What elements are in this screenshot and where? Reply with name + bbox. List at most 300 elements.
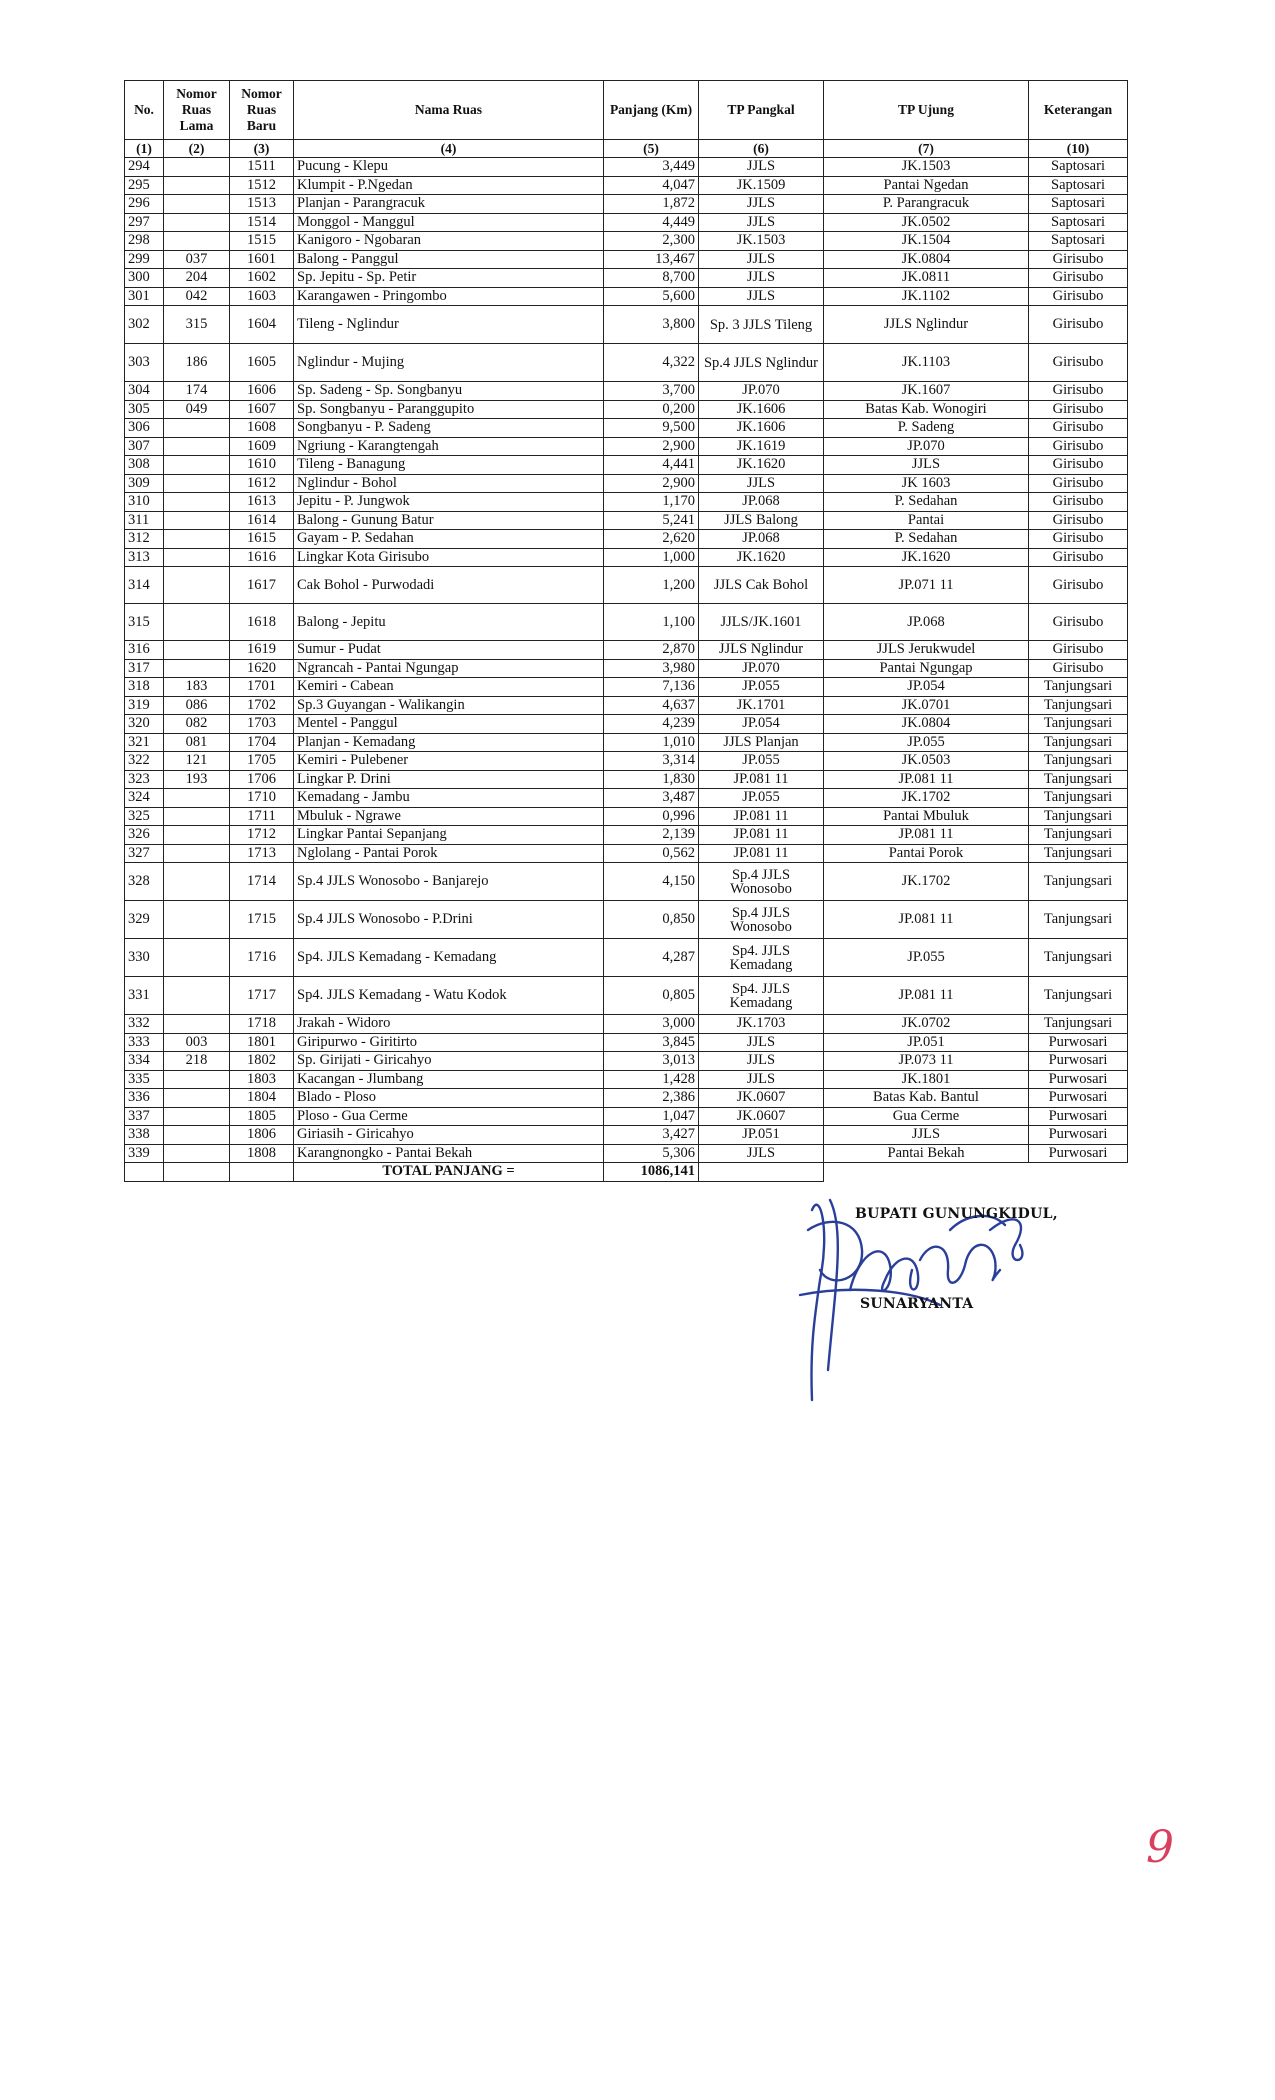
row-no: 307: [125, 437, 164, 456]
row-no: 308: [125, 456, 164, 475]
row-no: 298: [125, 232, 164, 251]
row-ruas-baru: 1613: [230, 493, 294, 512]
row-ruas-baru: 1616: [230, 548, 294, 567]
row-panjang: 1,200: [604, 567, 699, 604]
row-tp-pangkal: JK.1701: [699, 696, 824, 715]
row-ruas-lama: 049: [164, 400, 230, 419]
signatory-title: BUPATI GUNUNGKIDUL,: [855, 1206, 1058, 1222]
table-row: [125, 696, 1128, 715]
row-keterangan: Purwosari: [1029, 1052, 1128, 1071]
row-tp-ujung: JK.0702: [824, 1015, 1029, 1034]
row-no: 309: [125, 474, 164, 493]
row-no: 302: [125, 306, 164, 344]
table-row: [125, 863, 1128, 901]
header-nomor-ruas-lama: Nomor Ruas Lama: [164, 81, 230, 140]
table-row: [125, 269, 1128, 288]
row-keterangan: Girisubo: [1029, 419, 1128, 438]
row-ruas-lama: [164, 826, 230, 845]
row-no: 294: [125, 158, 164, 177]
row-tp-ujung: P. Parangracuk: [824, 195, 1029, 214]
row-ruas-lama: [164, 1144, 230, 1163]
handwritten-page-number: 9: [1146, 1822, 1174, 1873]
row-keterangan: Tanjungsari: [1029, 715, 1128, 734]
row-tp-ujung: JK.1702: [824, 863, 1029, 901]
row-panjang: 3,314: [604, 752, 699, 771]
row-tp-ujung: JK.0701: [824, 696, 1029, 715]
row-no: 325: [125, 807, 164, 826]
row-tp-ujung: JK.0502: [824, 213, 1029, 232]
row-tp-pangkal: Sp4. JJLS Kemadang: [699, 939, 824, 977]
row-ruas-baru: 1704: [230, 733, 294, 752]
header-tp-ujung: TP Ujung: [824, 81, 1029, 140]
row-tp-pangkal: JP.068: [699, 493, 824, 512]
header-panjang: Panjang (Km): [604, 81, 699, 140]
row-tp-ujung: JK.1801: [824, 1070, 1029, 1089]
row-nama-ruas: Sumur - Pudat: [294, 641, 604, 660]
row-ruas-baru: 1808: [230, 1144, 294, 1163]
row-ruas-lama: [164, 789, 230, 808]
table-row: [125, 232, 1128, 251]
row-panjang: 1,010: [604, 733, 699, 752]
row-ruas-baru: 1702: [230, 696, 294, 715]
row-panjang: 2,870: [604, 641, 699, 660]
row-no: 321: [125, 733, 164, 752]
row-tp-pangkal: JP.081 11: [699, 844, 824, 863]
table-row: [125, 604, 1128, 641]
row-panjang: 1,100: [604, 604, 699, 641]
row-keterangan: Girisubo: [1029, 437, 1128, 456]
row-tp-ujung: JP.081 11: [824, 826, 1029, 845]
row-keterangan: Girisubo: [1029, 604, 1128, 641]
row-panjang: 3,487: [604, 789, 699, 808]
row-nama-ruas: Balong - Gunung Batur: [294, 511, 604, 530]
colnum-7: (7): [824, 140, 1029, 158]
row-tp-pangkal: JJLS: [699, 250, 824, 269]
row-keterangan: Saptosari: [1029, 213, 1128, 232]
row-tp-ujung: Pantai Porok: [824, 844, 1029, 863]
row-ruas-baru: 1718: [230, 1015, 294, 1034]
row-nama-ruas: Tileng - Nglindur: [294, 306, 604, 344]
row-ruas-lama: [164, 1089, 230, 1108]
row-ruas-baru: 1802: [230, 1052, 294, 1071]
total-value: 1086,141: [604, 1163, 699, 1182]
row-panjang: 1,428: [604, 1070, 699, 1089]
row-panjang: 3,013: [604, 1052, 699, 1071]
row-tp-ujung: JK.0804: [824, 250, 1029, 269]
row-tp-ujung: JJLS: [824, 1126, 1029, 1145]
row-ruas-lama: [164, 213, 230, 232]
row-ruas-lama: [164, 1126, 230, 1145]
row-nama-ruas: Sp. Songbanyu - Paranggupito: [294, 400, 604, 419]
row-ruas-lama: 174: [164, 382, 230, 401]
colnum-1: (1): [125, 140, 164, 158]
row-keterangan: Tanjungsari: [1029, 863, 1128, 901]
table-row: [125, 493, 1128, 512]
row-panjang: 1,830: [604, 770, 699, 789]
row-nama-ruas: Sp. Jepitu - Sp. Petir: [294, 269, 604, 288]
row-tp-ujung: JK.1702: [824, 789, 1029, 808]
row-panjang: 3,449: [604, 158, 699, 177]
row-tp-pangkal: JJLS: [699, 1033, 824, 1052]
row-panjang: 13,467: [604, 250, 699, 269]
row-panjang: 3,800: [604, 306, 699, 344]
row-no: 326: [125, 826, 164, 845]
table-row: [125, 826, 1128, 845]
row-nama-ruas: Blado - Ploso: [294, 1089, 604, 1108]
table-row: [125, 977, 1128, 1015]
row-keterangan: Girisubo: [1029, 344, 1128, 382]
row-nama-ruas: Pucung - Klepu: [294, 158, 604, 177]
row-nama-ruas: Ngrancah - Pantai Ngungap: [294, 659, 604, 678]
row-nama-ruas: Mbuluk - Ngrawe: [294, 807, 604, 826]
row-panjang: 0,850: [604, 901, 699, 939]
row-tp-ujung: JP.071 11: [824, 567, 1029, 604]
row-panjang: 5,306: [604, 1144, 699, 1163]
row-ruas-lama: 086: [164, 696, 230, 715]
row-no: 313: [125, 548, 164, 567]
row-ruas-baru: 1805: [230, 1107, 294, 1126]
row-tp-pangkal: JP.051: [699, 1126, 824, 1145]
row-ruas-baru: 1515: [230, 232, 294, 251]
row-no: 311: [125, 511, 164, 530]
row-nama-ruas: Jrakah - Widoro: [294, 1015, 604, 1034]
row-ruas-lama: [164, 807, 230, 826]
colnum-2: (2): [164, 140, 230, 158]
row-tp-ujung: JP.070: [824, 437, 1029, 456]
row-nama-ruas: Giripurwo - Giritirto: [294, 1033, 604, 1052]
row-keterangan: Saptosari: [1029, 232, 1128, 251]
row-no: 339: [125, 1144, 164, 1163]
row-tp-pangkal: JP.081 11: [699, 770, 824, 789]
row-no: 296: [125, 195, 164, 214]
row-no: 299: [125, 250, 164, 269]
row-ruas-lama: [164, 419, 230, 438]
row-ruas-baru: 1608: [230, 419, 294, 438]
table-row: [125, 250, 1128, 269]
table-row: [125, 567, 1128, 604]
row-ruas-lama: 003: [164, 1033, 230, 1052]
row-no: 319: [125, 696, 164, 715]
row-ruas-baru: 1602: [230, 269, 294, 288]
total-label: TOTAL PANJANG =: [294, 1163, 604, 1182]
row-no: 336: [125, 1089, 164, 1108]
row-keterangan: Girisubo: [1029, 530, 1128, 549]
row-keterangan: Saptosari: [1029, 195, 1128, 214]
row-panjang: 7,136: [604, 678, 699, 697]
row-no: 332: [125, 1015, 164, 1034]
row-no: 327: [125, 844, 164, 863]
row-ruas-lama: [164, 1107, 230, 1126]
row-tp-ujung: JK.1102: [824, 287, 1029, 306]
row-ruas-lama: [164, 1015, 230, 1034]
table-row: [125, 939, 1128, 977]
row-tp-pangkal: JP.068: [699, 530, 824, 549]
row-no: 317: [125, 659, 164, 678]
row-panjang: 4,239: [604, 715, 699, 734]
row-tp-pangkal: JJLS: [699, 213, 824, 232]
row-ruas-lama: 204: [164, 269, 230, 288]
row-ruas-lama: 042: [164, 287, 230, 306]
row-ruas-lama: [164, 567, 230, 604]
row-panjang: 3,427: [604, 1126, 699, 1145]
row-panjang: 2,386: [604, 1089, 699, 1108]
row-keterangan: Girisubo: [1029, 493, 1128, 512]
row-keterangan: Tanjungsari: [1029, 977, 1128, 1015]
row-tp-ujung: Batas Kab. Bantul: [824, 1089, 1029, 1108]
row-panjang: 4,287: [604, 939, 699, 977]
row-tp-pangkal: Sp4. JJLS Kemadang: [699, 977, 824, 1015]
row-ruas-lama: [164, 530, 230, 549]
table-row: [125, 474, 1128, 493]
row-keterangan: Tanjungsari: [1029, 901, 1128, 939]
row-panjang: 4,322: [604, 344, 699, 382]
row-tp-ujung: Batas Kab. Wonogiri: [824, 400, 1029, 419]
row-keterangan: Girisubo: [1029, 400, 1128, 419]
row-tp-pangkal: JJLS Balong: [699, 511, 824, 530]
table-row: [125, 548, 1128, 567]
row-ruas-lama: [164, 474, 230, 493]
row-panjang: 4,449: [604, 213, 699, 232]
table-row: [125, 789, 1128, 808]
row-nama-ruas: Sp4. JJLS Kemadang - Kemadang: [294, 939, 604, 977]
row-tp-ujung: JK.1503: [824, 158, 1029, 177]
row-keterangan: Tanjungsari: [1029, 696, 1128, 715]
row-panjang: 1,170: [604, 493, 699, 512]
row-ruas-lama: [164, 511, 230, 530]
row-ruas-baru: 1801: [230, 1033, 294, 1052]
row-ruas-baru: 1710: [230, 789, 294, 808]
row-tp-pangkal: Sp. 3 JJLS Tileng: [699, 306, 824, 344]
row-ruas-baru: 1714: [230, 863, 294, 901]
row-panjang: 1,000: [604, 548, 699, 567]
row-no: 328: [125, 863, 164, 901]
row-tp-pangkal: JJLS: [699, 1144, 824, 1163]
row-ruas-lama: [164, 939, 230, 977]
row-ruas-baru: 1512: [230, 176, 294, 195]
row-tp-ujung: Gua Cerme: [824, 1107, 1029, 1126]
row-keterangan: Purwosari: [1029, 1126, 1128, 1145]
row-nama-ruas: Karangawen - Pringombo: [294, 287, 604, 306]
row-ruas-baru: 1615: [230, 530, 294, 549]
row-no: 297: [125, 213, 164, 232]
row-ruas-baru: 1607: [230, 400, 294, 419]
row-tp-ujung: JK.1607: [824, 382, 1029, 401]
row-nama-ruas: Sp.3 Guyangan - Walikangin: [294, 696, 604, 715]
row-tp-pangkal: JP.055: [699, 752, 824, 771]
header-nomor-ruas-baru: Nomor Ruas Baru: [230, 81, 294, 140]
row-tp-ujung: Pantai Ngungap: [824, 659, 1029, 678]
row-nama-ruas: Kacangan - Jlumbang: [294, 1070, 604, 1089]
row-ruas-lama: [164, 977, 230, 1015]
table-row: [125, 530, 1128, 549]
table-row: [125, 752, 1128, 771]
row-keterangan: Purwosari: [1029, 1089, 1128, 1108]
row-tp-ujung: JP.055: [824, 733, 1029, 752]
row-no: 333: [125, 1033, 164, 1052]
row-nama-ruas: Planjan - Parangracuk: [294, 195, 604, 214]
table-row: [125, 715, 1128, 734]
table-row: [125, 195, 1128, 214]
header-tp-pangkal: TP Pangkal: [699, 81, 824, 140]
row-tp-pangkal: JK.1606: [699, 419, 824, 438]
row-no: 318: [125, 678, 164, 697]
row-keterangan: Tanjungsari: [1029, 678, 1128, 697]
table-row: [125, 213, 1128, 232]
table-row: [125, 770, 1128, 789]
table-row: [125, 437, 1128, 456]
row-nama-ruas: Monggol - Manggul: [294, 213, 604, 232]
row-ruas-baru: 1513: [230, 195, 294, 214]
row-tp-pangkal: JJLS/JK.1601: [699, 604, 824, 641]
row-ruas-baru: 1605: [230, 344, 294, 382]
row-nama-ruas: Balong - Panggul: [294, 250, 604, 269]
row-keterangan: Girisubo: [1029, 474, 1128, 493]
table-header-row: [125, 81, 1128, 140]
row-keterangan: Girisubo: [1029, 456, 1128, 475]
row-ruas-baru: 1619: [230, 641, 294, 660]
row-keterangan: Tanjungsari: [1029, 939, 1128, 977]
row-tp-ujung: JP.054: [824, 678, 1029, 697]
row-tp-pangkal: JK.1620: [699, 456, 824, 475]
row-ruas-baru: 1711: [230, 807, 294, 826]
row-no: 310: [125, 493, 164, 512]
row-keterangan: Tanjungsari: [1029, 826, 1128, 845]
row-tp-pangkal: JP.081 11: [699, 826, 824, 845]
row-no: 337: [125, 1107, 164, 1126]
row-tp-ujung: JJLS Nglindur: [824, 306, 1029, 344]
row-keterangan: Girisubo: [1029, 548, 1128, 567]
row-ruas-baru: 1706: [230, 770, 294, 789]
row-tp-pangkal: JJLS Nglindur: [699, 641, 824, 660]
row-no: 320: [125, 715, 164, 734]
table-row: [125, 678, 1128, 697]
row-tp-pangkal: JP.070: [699, 382, 824, 401]
row-tp-ujung: JJLS Jerukwudel: [824, 641, 1029, 660]
row-nama-ruas: Ngriung - Karangtengah: [294, 437, 604, 456]
row-keterangan: Saptosari: [1029, 176, 1128, 195]
row-keterangan: Tanjungsari: [1029, 733, 1128, 752]
row-keterangan: Purwosari: [1029, 1144, 1128, 1163]
table-column-number-row: [125, 140, 1128, 158]
row-tp-ujung: JP.051: [824, 1033, 1029, 1052]
row-no: 324: [125, 789, 164, 808]
row-tp-pangkal: JP.070: [699, 659, 824, 678]
row-no: 334: [125, 1052, 164, 1071]
row-panjang: 1,872: [604, 195, 699, 214]
table-row: [125, 1089, 1128, 1108]
row-panjang: 9,500: [604, 419, 699, 438]
row-nama-ruas: Songbanyu - P. Sadeng: [294, 419, 604, 438]
table-row: [125, 901, 1128, 939]
row-panjang: 4,150: [604, 863, 699, 901]
row-nama-ruas: Kanigoro - Ngobaran: [294, 232, 604, 251]
row-panjang: 2,900: [604, 437, 699, 456]
row-no: 304: [125, 382, 164, 401]
row-ruas-lama: [164, 604, 230, 641]
row-keterangan: Girisubo: [1029, 306, 1128, 344]
row-ruas-lama: 183: [164, 678, 230, 697]
header-keterangan: Keterangan: [1029, 81, 1128, 140]
row-keterangan: Tanjungsari: [1029, 789, 1128, 808]
table-row: [125, 1015, 1128, 1034]
row-panjang: 8,700: [604, 269, 699, 288]
row-ruas-baru: 1610: [230, 456, 294, 475]
row-panjang: 0,805: [604, 977, 699, 1015]
row-tp-pangkal: Sp.4 JJLS Nglindur: [699, 344, 824, 382]
row-no: 331: [125, 977, 164, 1015]
row-ruas-baru: 1703: [230, 715, 294, 734]
row-tp-pangkal: JP.055: [699, 678, 824, 697]
row-tp-pangkal: JJLS: [699, 474, 824, 493]
row-tp-pangkal: JJLS: [699, 1052, 824, 1071]
row-tp-pangkal: JP.055: [699, 789, 824, 808]
row-ruas-baru: 1804: [230, 1089, 294, 1108]
row-ruas-baru: 1614: [230, 511, 294, 530]
table-row: [125, 400, 1128, 419]
row-tp-pangkal: JK.1606: [699, 400, 824, 419]
row-ruas-lama: 193: [164, 770, 230, 789]
row-tp-ujung: Pantai Mbuluk: [824, 807, 1029, 826]
table-row: [125, 158, 1128, 177]
row-nama-ruas: Kemadang - Jambu: [294, 789, 604, 808]
row-tp-ujung: P. Sedahan: [824, 530, 1029, 549]
row-tp-ujung: JK 1603: [824, 474, 1029, 493]
row-nama-ruas: Tileng - Banagung: [294, 456, 604, 475]
row-tp-ujung: JK.1504: [824, 232, 1029, 251]
row-ruas-lama: [164, 195, 230, 214]
table-row: [125, 176, 1128, 195]
row-ruas-lama: [164, 232, 230, 251]
row-no: 323: [125, 770, 164, 789]
row-nama-ruas: Kemiri - Cabean: [294, 678, 604, 697]
row-panjang: 5,241: [604, 511, 699, 530]
row-keterangan: Girisubo: [1029, 641, 1128, 660]
table-row: [125, 733, 1128, 752]
row-nama-ruas: Nglindur - Bohol: [294, 474, 604, 493]
table-row: [125, 807, 1128, 826]
table-row: [125, 1144, 1128, 1163]
colnum-6: (6): [699, 140, 824, 158]
row-ruas-lama: [164, 1070, 230, 1089]
row-tp-ujung: JK.0503: [824, 752, 1029, 771]
table-row: [125, 1126, 1128, 1145]
row-no: 338: [125, 1126, 164, 1145]
row-ruas-lama: [164, 659, 230, 678]
row-panjang: 2,139: [604, 826, 699, 845]
row-no: 330: [125, 939, 164, 977]
row-ruas-lama: [164, 493, 230, 512]
row-ruas-baru: 1713: [230, 844, 294, 863]
row-tp-ujung: JJLS: [824, 456, 1029, 475]
row-nama-ruas: Balong - Jepitu: [294, 604, 604, 641]
row-panjang: 4,047: [604, 176, 699, 195]
row-nama-ruas: Lingkar P. Drini: [294, 770, 604, 789]
row-ruas-baru: 1604: [230, 306, 294, 344]
row-nama-ruas: Gayam - P. Sedahan: [294, 530, 604, 549]
row-nama-ruas: Nglindur - Mujing: [294, 344, 604, 382]
row-no: 301: [125, 287, 164, 306]
header-no: No.: [125, 81, 164, 140]
row-ruas-lama: 315: [164, 306, 230, 344]
table-row: [125, 382, 1128, 401]
row-keterangan: Saptosari: [1029, 158, 1128, 177]
row-tp-ujung: JK.0804: [824, 715, 1029, 734]
row-keterangan: Tanjungsari: [1029, 807, 1128, 826]
table-row: [125, 1033, 1128, 1052]
table-row: [125, 344, 1128, 382]
row-panjang: 0,996: [604, 807, 699, 826]
row-tp-pangkal: JK.1509: [699, 176, 824, 195]
